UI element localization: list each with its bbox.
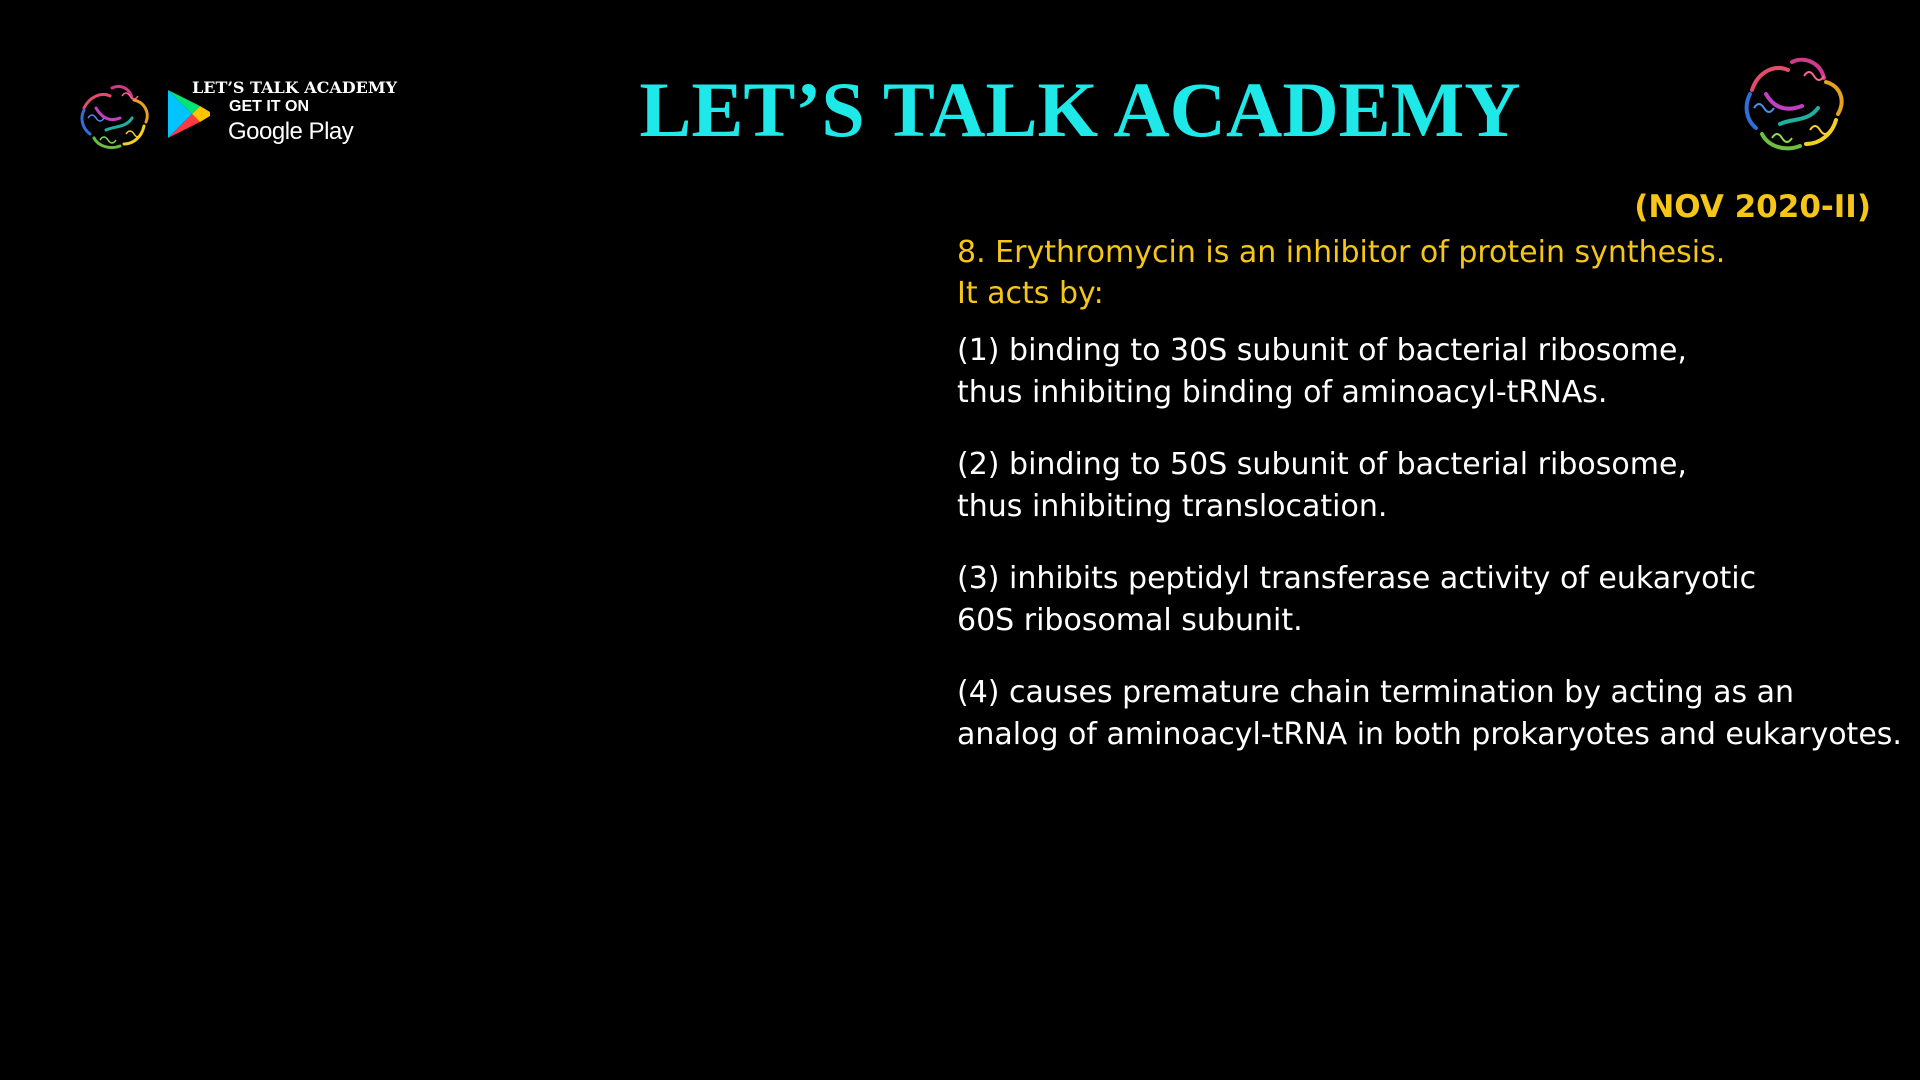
badge-academy-text: LET’S TALK ACADEMY: [192, 78, 397, 97]
question-text: [957, 232, 1877, 314]
option-line: (3) inhibits peptidyl transferase activity of eukaryotic: [957, 561, 1757, 596]
google-play-badge[interactable]: [158, 78, 408, 148]
question-line: It acts by:: [957, 276, 1104, 311]
exam-tag: (NOV 2020-II): [1634, 189, 1871, 225]
protein-ribbon-logo-icon: [1738, 50, 1850, 158]
badge-store-name: Google Play: [228, 118, 354, 145]
option-line: 60S ribosomal subunit.: [957, 603, 1303, 638]
page-title: LET’S TALK ACADEMY: [639, 66, 1521, 153]
option-line: (4) causes premature chain termination by acting as an: [957, 675, 1795, 710]
question-line: 8. Erythromycin is an inhibitor of protein synthesis.: [957, 235, 1726, 270]
protein-ribbon-logo-icon: [76, 78, 156, 154]
option-4: [957, 672, 1902, 756]
options-list: [957, 330, 1902, 786]
option-1: [957, 330, 1887, 414]
option-line: thus inhibiting translocation.: [957, 489, 1388, 524]
badge-get-it-on-text: GET IT ON: [229, 98, 309, 115]
option-line: (1) binding to 30S subunit of bacterial ribosome,: [957, 333, 1687, 368]
option-line: thus inhibiting binding of aminoacyl-tRNAs.: [957, 375, 1608, 410]
option-3: [957, 558, 1887, 642]
option-2: [957, 444, 1887, 528]
option-line: analog of aminoacyl-tRNA in both prokaryotes and eukaryotes.: [957, 717, 1902, 752]
option-line: (2) binding to 50S subunit of bacterial ribosome,: [957, 447, 1687, 482]
